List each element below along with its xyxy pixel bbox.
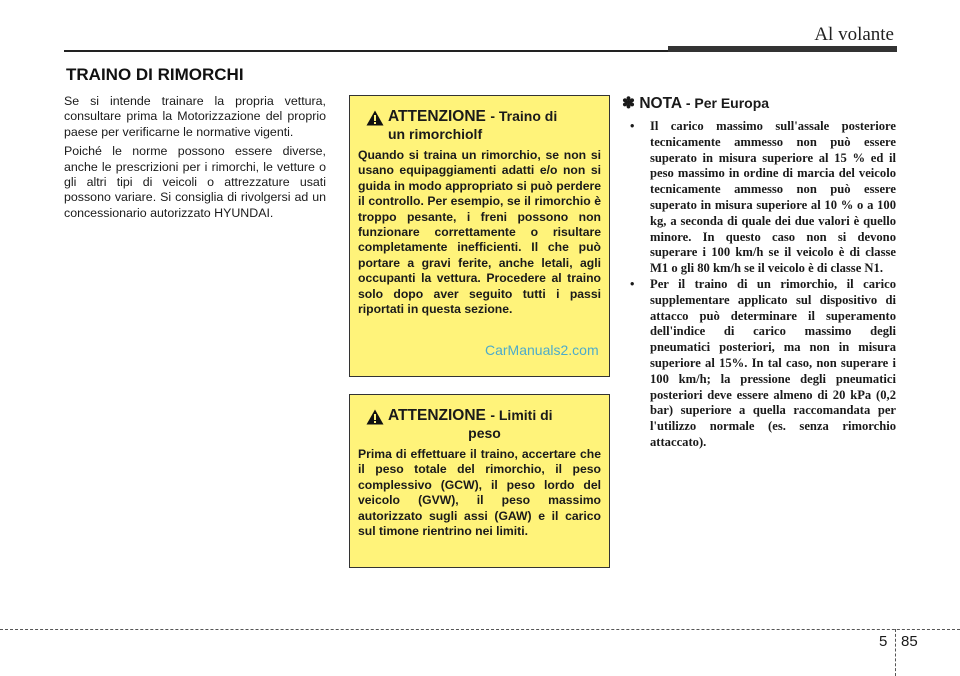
page-number: 85 bbox=[901, 633, 918, 650]
bullet-icon: • bbox=[630, 276, 635, 291]
warning-label: ATTENZIONE bbox=[388, 108, 486, 125]
intro-paragraph-2: Poiché le norme possono essere diverse, anche le prescrizioni per i rimorchi, le vetture o gli altri tipi di veicoli o attrezzature usati possono variare. Si consiglia di rivolgersi ad un concessionario autorizzato HYUNDAI. bbox=[64, 144, 326, 220]
footer-divider bbox=[895, 629, 896, 676]
warning-heading bbox=[358, 108, 601, 142]
warning-box-towing bbox=[349, 95, 610, 377]
warning-subtitle-line2: peso bbox=[468, 425, 501, 441]
warning-subtitle-line2: un rimorchiolf bbox=[388, 126, 483, 142]
warning-body: Quando si traina un rimorchio, se non si usano equipaggiamenti adatti e/o non si guida in modo appropriato si può perdere il controllo. Per esempio, se il rimorchio è troppo pesante, i freni possono non funzionare correttamente o risultare completamente inefficienti. Il che può portare a gravi ferite, anche letali, agli occupanti la vettura. Procedere al traino solo dopo aver seguito tutti i passi riportati in questa sezione. bbox=[358, 148, 601, 317]
note-title: NOTA bbox=[639, 95, 682, 112]
header-rule-accent bbox=[668, 46, 897, 52]
note-item-text: Per il traino di un rimorchio, il carico supplementare applicato sul dispositivo di attacco può determinare il superamento dell'indice di carico massimo degli pneumatici posteriori, ma non in misura superiore al 15%. In tal caso, non superare i 100 km/h; la pressione degli pneumatici posteriori deve essere almeno di 20 kPa (0,2 bar) superiore a quella raccomandata per l'utilizzo normale (es. senza rimorchio attaccato). bbox=[650, 276, 896, 449]
intro-column bbox=[64, 94, 326, 225]
note-column bbox=[620, 94, 896, 451]
bullet-icon: • bbox=[630, 119, 635, 133]
warning-label: ATTENZIONE bbox=[388, 407, 486, 424]
warning-triangle-icon bbox=[366, 110, 384, 126]
note-list bbox=[620, 119, 896, 451]
note-item bbox=[620, 277, 896, 451]
note-star-icon: ✽ bbox=[622, 95, 635, 112]
note-item bbox=[620, 119, 896, 277]
running-header-title: Al volante bbox=[814, 24, 894, 45]
section-title: TRAINO DI RIMORCHI bbox=[66, 65, 244, 84]
warning-subtitle: - Limiti di bbox=[490, 407, 553, 423]
note-subtitle: - Per Europa bbox=[685, 95, 770, 111]
chapter-number: 5 bbox=[879, 633, 888, 650]
note-heading bbox=[620, 94, 896, 113]
warning-triangle-icon bbox=[366, 409, 384, 425]
warning-box-weight-limits bbox=[349, 394, 610, 568]
watermark: CarManuals2.com bbox=[485, 342, 599, 358]
note-item-text: Il carico massimo sull'assale posteriore tecnicamente ammesso non può essere superato in misura superiore al 15 % ed il peso massimo in ordine di marcia del veicolo tecnicamente ammesso non può essere superato in misura superiore al 10 % o a 100 kg, a seconda di quale dei due valori è quello minore. In questo caso non si devono superare i 100 km/h se il veicolo è di classe M1 o gli 80 km/h se il veicolo è di classe N1. bbox=[650, 119, 896, 276]
warning-subtitle: - Traino di bbox=[490, 108, 558, 124]
warning-heading bbox=[358, 407, 601, 441]
warning-body: Prima di effettuare il traino, accertare che il peso totale del rimorchio, il peso complessivo (GCW), il peso lordo del veicolo (GVW), il peso massimo autorizzato sugli assi (GAW) e il carico sul timone rientrino nei limiti. bbox=[358, 447, 601, 539]
footer-rule bbox=[0, 629, 960, 630]
intro-paragraph-1: Se si intende trainare la propria vettura, consultare prima la Motorizzazione del proprio paese per verificarne le normative vigenti. bbox=[64, 94, 326, 139]
